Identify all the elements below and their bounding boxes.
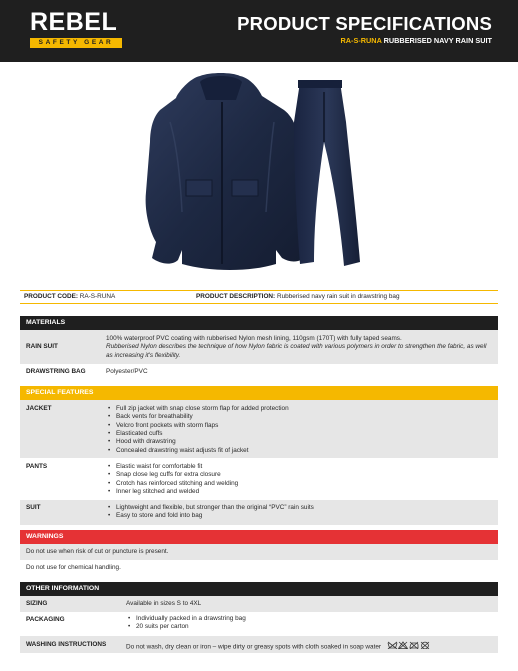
warning-text: Do not use for chemical handling. (26, 564, 121, 571)
packaging-label: PACKAGING (26, 616, 65, 623)
list-item: • Lightweight and flexible, but stronger than the original “PVC” rain suits (106, 504, 492, 512)
rain-suit-label: RAIN SUIT (26, 343, 58, 350)
packaging-list (126, 615, 492, 632)
no-bleach-icon (398, 642, 407, 649)
rain-suit-row (20, 330, 498, 364)
sizing-row (20, 596, 498, 612)
suit-row (20, 500, 498, 525)
list-item: • Back vents for breathability (106, 413, 492, 421)
product-image (0, 62, 518, 287)
warnings-heading: WARNINGS (20, 530, 498, 544)
pants-label: PANTS (26, 463, 48, 470)
list-item: • Velcro front pockets with storm flaps (106, 422, 492, 430)
product-code-bar (20, 290, 498, 304)
drawstring-bag-label: DRAWSTRING BAG (26, 368, 86, 375)
sizing-value: Available in sizes S to 4XL (126, 600, 202, 607)
list-item: • Crotch has reinforced stitching and welding (106, 480, 492, 488)
logo-tagline: SAFETY GEAR (30, 38, 122, 48)
rain-suit-material (106, 335, 492, 360)
header-product-name: RUBBERISED NAVY RAIN SUIT (383, 36, 492, 45)
suit-label: SUIT (26, 504, 41, 511)
washing-value: Do not wash, dry clean or iron – wipe dirty or greasy spots with cloth soaked in soap water (126, 643, 382, 651)
rain-suit-material-note: Rubberised Nylon describes the technique of how Nylon fabric is coated with various polymers in order to strengthen the fabric, as well as increasing it's flexibility. (106, 343, 487, 359)
brand-logo (30, 10, 125, 48)
pants-row (20, 458, 498, 500)
drawstring-bag-value: Polyester/PVC (106, 368, 148, 375)
product-description (196, 291, 400, 302)
list-item: • Easy to store and fold into bag (106, 512, 492, 520)
special-features-heading: SPECIAL FEATURES (20, 386, 498, 400)
no-wash-icon (388, 642, 397, 649)
suit-features-list (106, 504, 492, 521)
washing-row (20, 636, 498, 653)
rain-suit-illustration (0, 62, 518, 287)
header-product-code: RA-S-RUNA (340, 36, 382, 45)
sizing-label: SIZING (26, 600, 48, 607)
product-description-label: PRODUCT DESCRIPTION: (196, 293, 276, 300)
list-item: • Inner leg stitched and welded (106, 488, 492, 496)
page-subtitle (341, 36, 493, 45)
page-title: PRODUCT SPECIFICATIONS (237, 13, 492, 34)
drawstring-bag-row (20, 364, 498, 380)
list-item: • Individually packed in a drawstring bag (126, 615, 492, 623)
washing-label: WASHING INSTRUCTIONS (26, 641, 107, 648)
pants-features-list (106, 463, 492, 496)
care-icons (387, 641, 431, 652)
no-iron-icon (410, 642, 418, 649)
other-information-heading: OTHER INFORMATION (20, 582, 498, 596)
product-code-label: PRODUCT CODE: (24, 293, 78, 300)
list-item: • Elastic waist for comfortable fit (106, 463, 492, 471)
pants-graphic (294, 80, 360, 266)
logo-wordmark: REBEL (30, 8, 118, 36)
jacket-label: JACKET (26, 405, 52, 412)
jacket-graphic (146, 73, 310, 270)
product-code (24, 291, 115, 302)
rain-suit-material-text: 100% waterproof PVC coating with rubberised Nylon mesh lining, 110gsm (170T) with fully taped seams. (106, 335, 402, 342)
list-item: • Hood with drawstring (106, 438, 492, 446)
jacket-features-list (106, 405, 492, 455)
list-item: • Concealed drawstring waist adjusts fit of jacket (106, 447, 492, 455)
warning-row (20, 560, 498, 576)
warning-text: Do not use when risk of cut or puncture is present. (26, 548, 169, 555)
list-item: • 20 suits per carton (126, 623, 492, 631)
warning-row (20, 544, 498, 560)
header-bar (0, 0, 518, 62)
materials-heading: MATERIALS (20, 316, 498, 330)
washing-instructions (126, 641, 492, 652)
packaging-row (20, 612, 498, 636)
list-item: • Full zip jacket with snap close storm flap for added protection (106, 405, 492, 413)
product-code-value: RA-S-RUNA (79, 293, 116, 300)
no-dry-clean-icon (421, 642, 429, 649)
jacket-row (20, 400, 498, 458)
product-description-value: Rubberised navy rain suit in drawstring bag (276, 293, 400, 300)
list-item: • Elasticated cuffs (106, 430, 492, 438)
list-item: • Snap close leg cuffs for extra closure (106, 471, 492, 479)
